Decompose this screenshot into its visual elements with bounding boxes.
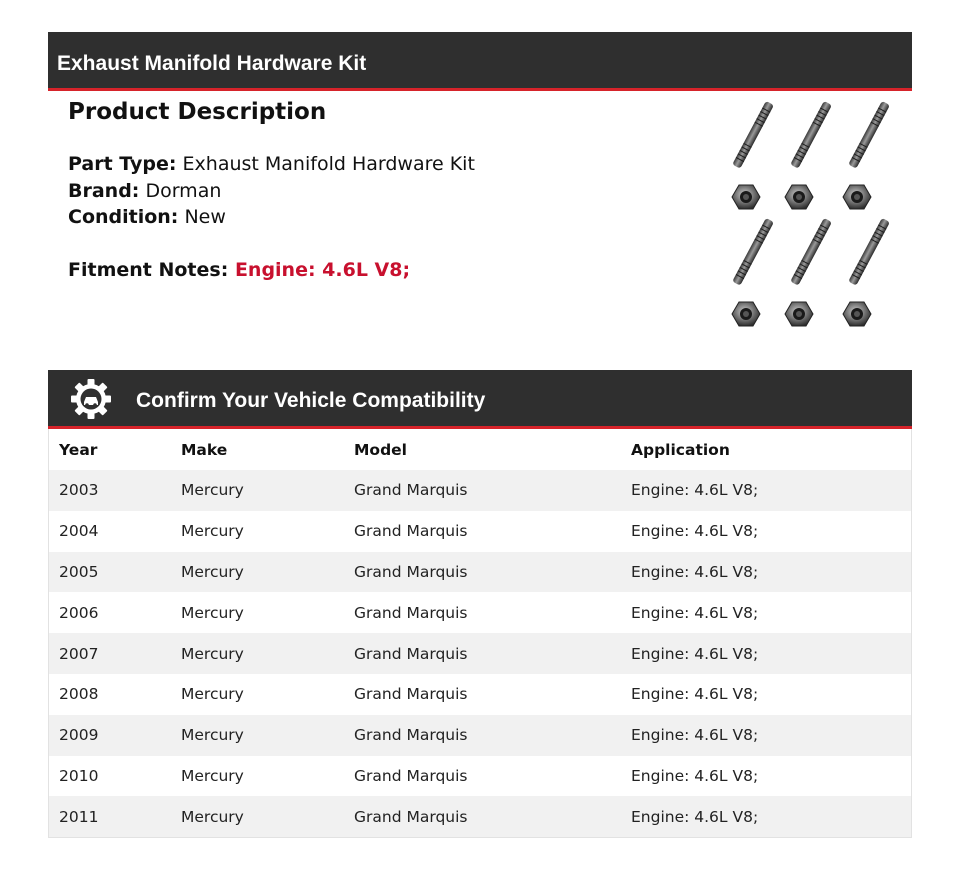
cell-make: Mercury: [181, 603, 244, 622]
table-row: [49, 592, 911, 633]
cell-make: Mercury: [181, 726, 244, 745]
cell-model: Grand Marquis: [354, 603, 468, 622]
table-row: [49, 552, 911, 593]
spec-list: [68, 151, 688, 231]
cell-year: 2005: [59, 562, 99, 581]
table-row: [49, 796, 911, 837]
cell-model: Grand Marquis: [354, 726, 468, 745]
cell-model: Grand Marquis: [354, 685, 468, 704]
gear-car-icon: [70, 378, 112, 420]
spec-condition-label: Condition:: [68, 206, 179, 228]
fitment-label: Fitment Notes:: [68, 258, 229, 281]
column-header-year: Year: [59, 440, 98, 459]
table-row: [49, 633, 911, 674]
column-header-model: Model: [354, 440, 407, 459]
cell-make: Mercury: [181, 685, 244, 704]
cell-make: Mercury: [181, 644, 244, 663]
spec-condition: [68, 204, 688, 231]
spec-brand: [68, 178, 688, 205]
cell-model: Grand Marquis: [354, 481, 468, 500]
spec-part-type: [68, 151, 688, 178]
cell-year: 2003: [59, 481, 99, 500]
cell-make: Mercury: [181, 807, 244, 826]
compatibility-bar: [48, 370, 912, 429]
cell-application: Engine: 4.6L V8;: [631, 685, 759, 704]
cell-application: Engine: 4.6L V8;: [631, 522, 759, 541]
cell-application: Engine: 4.6L V8;: [631, 766, 759, 785]
cell-application: Engine: 4.6L V8;: [631, 644, 759, 663]
cell-make: Mercury: [181, 522, 244, 541]
cell-year: 2010: [59, 766, 99, 785]
table-row: [49, 511, 911, 552]
product-image: [726, 97, 910, 335]
cell-year: 2007: [59, 644, 99, 663]
cell-application: Engine: 4.6L V8;: [631, 726, 759, 745]
compatibility-table: [49, 429, 911, 837]
cell-make: Mercury: [181, 766, 244, 785]
spec-brand-label: Brand:: [68, 179, 140, 202]
column-header-application: Application: [631, 440, 730, 459]
cell-application: Engine: 4.6L V8;: [631, 481, 759, 500]
spec-condition-value: New: [184, 206, 226, 228]
table-row: [49, 674, 911, 715]
compatibility-table-wrapper: [48, 429, 912, 838]
cell-year: 2006: [59, 603, 99, 622]
cell-year: 2008: [59, 685, 99, 704]
cell-model: Grand Marquis: [354, 807, 468, 826]
cell-make: Mercury: [181, 562, 244, 581]
cell-year: 2011: [59, 807, 99, 826]
spec-part-type-label: Part Type:: [68, 153, 177, 175]
cell-model: Grand Marquis: [354, 766, 468, 785]
product-description: [68, 96, 688, 283]
description-heading: Product Description: [68, 99, 327, 125]
spec-part-type-value: Exhaust Manifold Hardware Kit: [182, 153, 475, 175]
column-header-make: Make: [181, 440, 228, 459]
cell-application: Engine: 4.6L V8;: [631, 562, 759, 581]
title-bar: [48, 32, 912, 91]
table-row: [49, 756, 911, 797]
page-title: Exhaust Manifold Hardware Kit: [57, 52, 367, 75]
cell-application: Engine: 4.6L V8;: [631, 603, 759, 622]
cell-application: Engine: 4.6L V8;: [631, 807, 759, 826]
table-row: [49, 470, 911, 511]
cell-model: Grand Marquis: [354, 522, 468, 541]
fitment-notes: [68, 257, 688, 284]
table-row: [49, 715, 911, 756]
cell-model: Grand Marquis: [354, 644, 468, 663]
spec-brand-value: Dorman: [145, 179, 222, 202]
fitment-value: Engine: 4.6L V8;: [234, 258, 411, 281]
table-header-row: [49, 429, 911, 470]
cell-make: Mercury: [181, 481, 244, 500]
cell-year: 2004: [59, 522, 99, 541]
cell-year: 2009: [59, 726, 99, 745]
cell-model: Grand Marquis: [354, 562, 468, 581]
compatibility-title: Confirm Your Vehicle Compatibility: [136, 389, 486, 412]
